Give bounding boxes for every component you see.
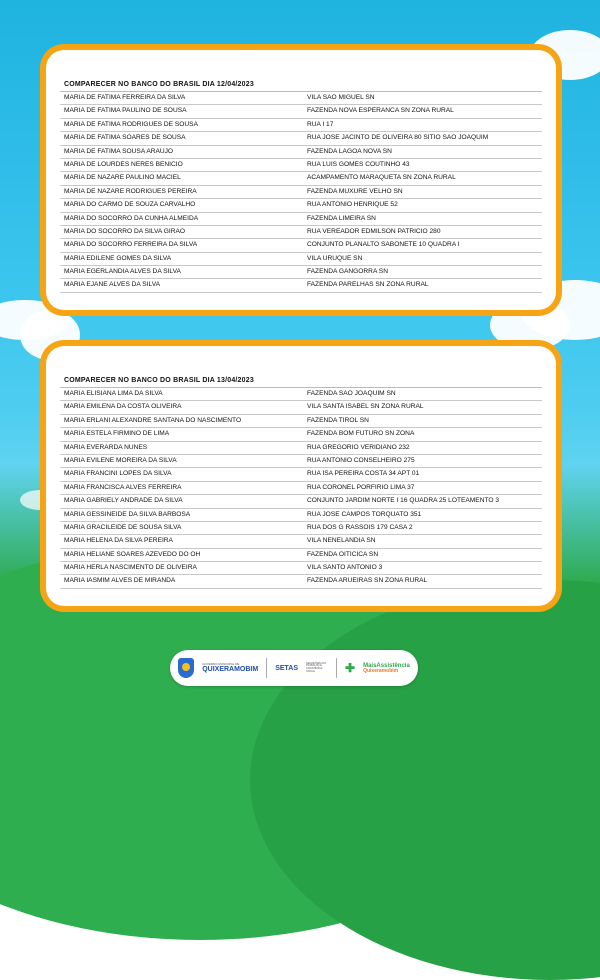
recipient-name: MARIA DO CARMO DE SOUZA CARVALHO	[64, 201, 196, 209]
table-row	[60, 199, 542, 212]
footer-logo-bar	[170, 650, 418, 686]
recipient-address: FAZENDA LAGOA NOVA SN	[307, 147, 392, 155]
recipient-name: MARIA GABRIELY ANDRADE DA SILVA	[64, 497, 183, 505]
table-row	[60, 468, 542, 481]
table-row	[60, 455, 542, 468]
divider	[336, 658, 337, 678]
recipient-address: FAZENDA MUXURE VELHO SN	[307, 187, 403, 195]
recipient-address: FAZENDA LIMEIRA SN	[307, 214, 376, 222]
city-logo	[202, 663, 258, 673]
recipient-address: FAZENDA OITICICA SN	[307, 550, 379, 558]
recipient-name: MARIA HERLA NASCIMENTO DE OLIVEIRA	[64, 564, 197, 572]
table-row	[60, 186, 542, 199]
program-subtitle: Quixeramobim	[363, 667, 399, 674]
recipient-name: MARIA EJANE ALVES DA SILVA	[64, 281, 161, 289]
recipient-address: VILA SANTO ANTONIO 3	[307, 564, 383, 572]
recipient-address: FAZENDA SAO JOAQUIM SN	[307, 390, 396, 397]
recipient-name: MARIA HELENA DA SILVA PEREIRA	[64, 537, 173, 545]
recipient-address: ACAMPAMENTO MARAQUETA SN ZONA RURAL	[307, 174, 456, 182]
recipient-name: MARIA DE LOURDES NERES BENICIO	[64, 160, 183, 168]
recipient-address: VILA SANTA ISABEL SN ZONA RURAL	[307, 403, 424, 411]
recipient-name: MARIA GESSINEIDE DA SILVA BARBOSA	[64, 510, 191, 518]
table-row	[60, 213, 542, 226]
recipient-name: MARIA EDILENE GOMES DA SILVA	[64, 254, 172, 262]
recipient-name: MARIA DO SOCORRO DA SILVA GIRAO	[64, 227, 186, 235]
table-row	[60, 159, 542, 172]
recipient-name: MARIA EMILENA DA COSTA OLIVEIRA	[64, 403, 182, 411]
program-title: MaisAssistência	[363, 662, 410, 669]
table-row	[60, 522, 542, 535]
recipient-address: RUA GREGORIO VERIDIANO 232	[307, 443, 410, 451]
table-row	[60, 226, 542, 239]
table-row	[60, 415, 542, 428]
recipient-address: FAZENDA TIROL SN	[307, 416, 369, 424]
city-crest-icon	[178, 658, 194, 678]
table-row	[60, 388, 542, 401]
table-row	[60, 266, 542, 279]
recipient-address: FAZENDA PARELHAS SN ZONA RURAL	[307, 281, 429, 289]
recipient-address: RUA LUIS GOMES COUTINHO 43	[307, 160, 410, 168]
table-row	[60, 132, 542, 145]
recipient-address: RUA JOSE CAMPOS TORQUATO 351	[307, 510, 422, 518]
table-row	[60, 119, 542, 132]
table-row	[60, 535, 542, 548]
table-row	[60, 482, 542, 495]
recipient-address: RUA DOS G RASSOIS 179 CASA 2	[307, 523, 413, 531]
recipient-address: RUA ISA PEREIRA COSTA 34 APT 01	[307, 470, 420, 478]
recipient-name: MARIA DE FATIMA SOARES DE SOUSA	[64, 134, 186, 142]
table-row	[60, 509, 542, 522]
table-row	[60, 401, 542, 414]
city-name: QUIXERAMOBIM	[202, 666, 259, 673]
recipient-address: CONJUNTO PLANALTO SABONETE 10 QUADRA I	[307, 241, 460, 249]
list-card-1	[40, 44, 562, 316]
list-card-2	[40, 340, 562, 612]
table-row	[60, 279, 542, 292]
recipient-address: RUA JOSE JACINTO DE OLIVEIRA 80 SITIO SAO JOAQUIM	[307, 134, 489, 142]
recipient-address: FAZENDA BOM FUTURO SN ZONA	[307, 430, 415, 438]
list-card-2-body	[46, 346, 556, 606]
table-row	[60, 575, 542, 588]
recipient-name: MARIA DO SOCORRO FERREIRA DA SILVA	[64, 241, 198, 249]
table-row	[60, 172, 542, 185]
recipient-name: MARIA EVERARDA NUNES	[64, 443, 148, 451]
recipient-name: MARIA ELISIANA LIMA DA SILVA	[64, 390, 163, 397]
list-card-1-body	[46, 50, 556, 310]
table-row	[60, 92, 542, 105]
recipient-name: MARIA HELIANE SOARES AZEVEDO DO OH	[64, 550, 201, 558]
recipient-name: MARIA EGERLANDIA ALVES DA SILVA	[64, 268, 181, 276]
recipient-name: MARIA DE FATIMA FERREIRA DA SILVA	[64, 94, 186, 101]
table-row	[60, 253, 542, 266]
recipient-name: MARIA FRANCINI LOPES DA SILVA	[64, 470, 172, 478]
list-rows	[60, 92, 542, 293]
list-header: COMPARECER NO BANCO DO BRASIL DIA 13/04/2023	[60, 374, 542, 388]
divider	[266, 658, 267, 678]
table-row	[60, 105, 542, 118]
table-row	[60, 495, 542, 508]
recipient-name: MARIA DO SOCORRO DA CUNHA ALMEIDA	[64, 214, 199, 222]
recipient-address: FAZENDA ARUEIRAS SN ZONA RURAL	[307, 577, 428, 585]
list-header: COMPARECER NO BANCO DO BRASIL DIA 12/04/2023	[60, 78, 542, 92]
table-row	[60, 239, 542, 252]
recipient-name: MARIA IASMIM ALVES DE MIRANDA	[64, 577, 176, 585]
recipient-name: MARIA GRACILEIDE DE SOUSA SILVA	[64, 523, 182, 531]
setas-subtitle: SECRETARIA DO TRABALHO E ASSISTÊNCIA SOCIAL	[306, 661, 327, 673]
recipient-name: MARIA FRANCISCA ALVES FERREIRA	[64, 483, 182, 491]
recipient-address: RUA VEREADOR EDMILSON PATRICIO 280	[307, 227, 441, 235]
recipient-name: MARIA ERLANI ALEXANDRE SANTANA DO NASCIMENTO	[64, 416, 242, 424]
list-rows	[60, 388, 542, 589]
recipient-name: MARIA EVILENE MOREIRA DA SILVA	[64, 456, 177, 464]
table-row	[60, 428, 542, 441]
recipient-name: MARIA DE NAZARE PAULINO MACIEL	[64, 174, 181, 182]
recipient-address: VILA SAO MIGUEL SN	[307, 94, 375, 101]
recipient-address: VILA NENELANDIA SN	[307, 537, 376, 545]
recipient-address: RUA CORONEL PORFIRIO LIMA 37	[307, 483, 415, 491]
recipient-name: MARIA DE FATIMA SOUSA ARAUJO	[64, 147, 174, 155]
recipient-address: RUA ANTONIO HENRIQUE 52	[307, 201, 398, 209]
table-row	[60, 562, 542, 575]
recipient-address: FAZENDA GANGORRA SN	[307, 268, 388, 276]
recipient-address: FAZENDA NOVA ESPERANCA SN ZONA RURAL	[307, 107, 454, 115]
recipient-address: RUA ANTONIO CONSELHEIRO 275	[307, 456, 415, 464]
city-small-label: GOVERNO MUNICIPAL DE	[202, 662, 240, 666]
table-row	[60, 442, 542, 455]
recipient-name: MARIA ESTELA FIRMINO DE LIMA	[64, 430, 170, 438]
table-row	[60, 549, 542, 562]
setas-logo: SETAS	[275, 664, 299, 672]
recipient-name: MARIA DE NAZARE RODRIGUES PEREIRA	[64, 187, 197, 195]
recipient-address: VILA URUQUE SN	[307, 254, 363, 262]
recipient-name: MARIA DE FATIMA PAULINO DE SOUSA	[64, 107, 187, 115]
recipient-address: RUA I 17	[307, 120, 334, 128]
recipient-name: MARIA DE FATIMA RODRIGUES DE SOUSA	[64, 120, 198, 128]
recipient-address: CONJUNTO JARDIM NORTE I 16 QUADRA 25 LOTEAMENTO 3	[307, 497, 499, 505]
table-row	[60, 146, 542, 159]
plus-icon: ✚	[345, 661, 356, 675]
program-logo	[363, 663, 410, 674]
